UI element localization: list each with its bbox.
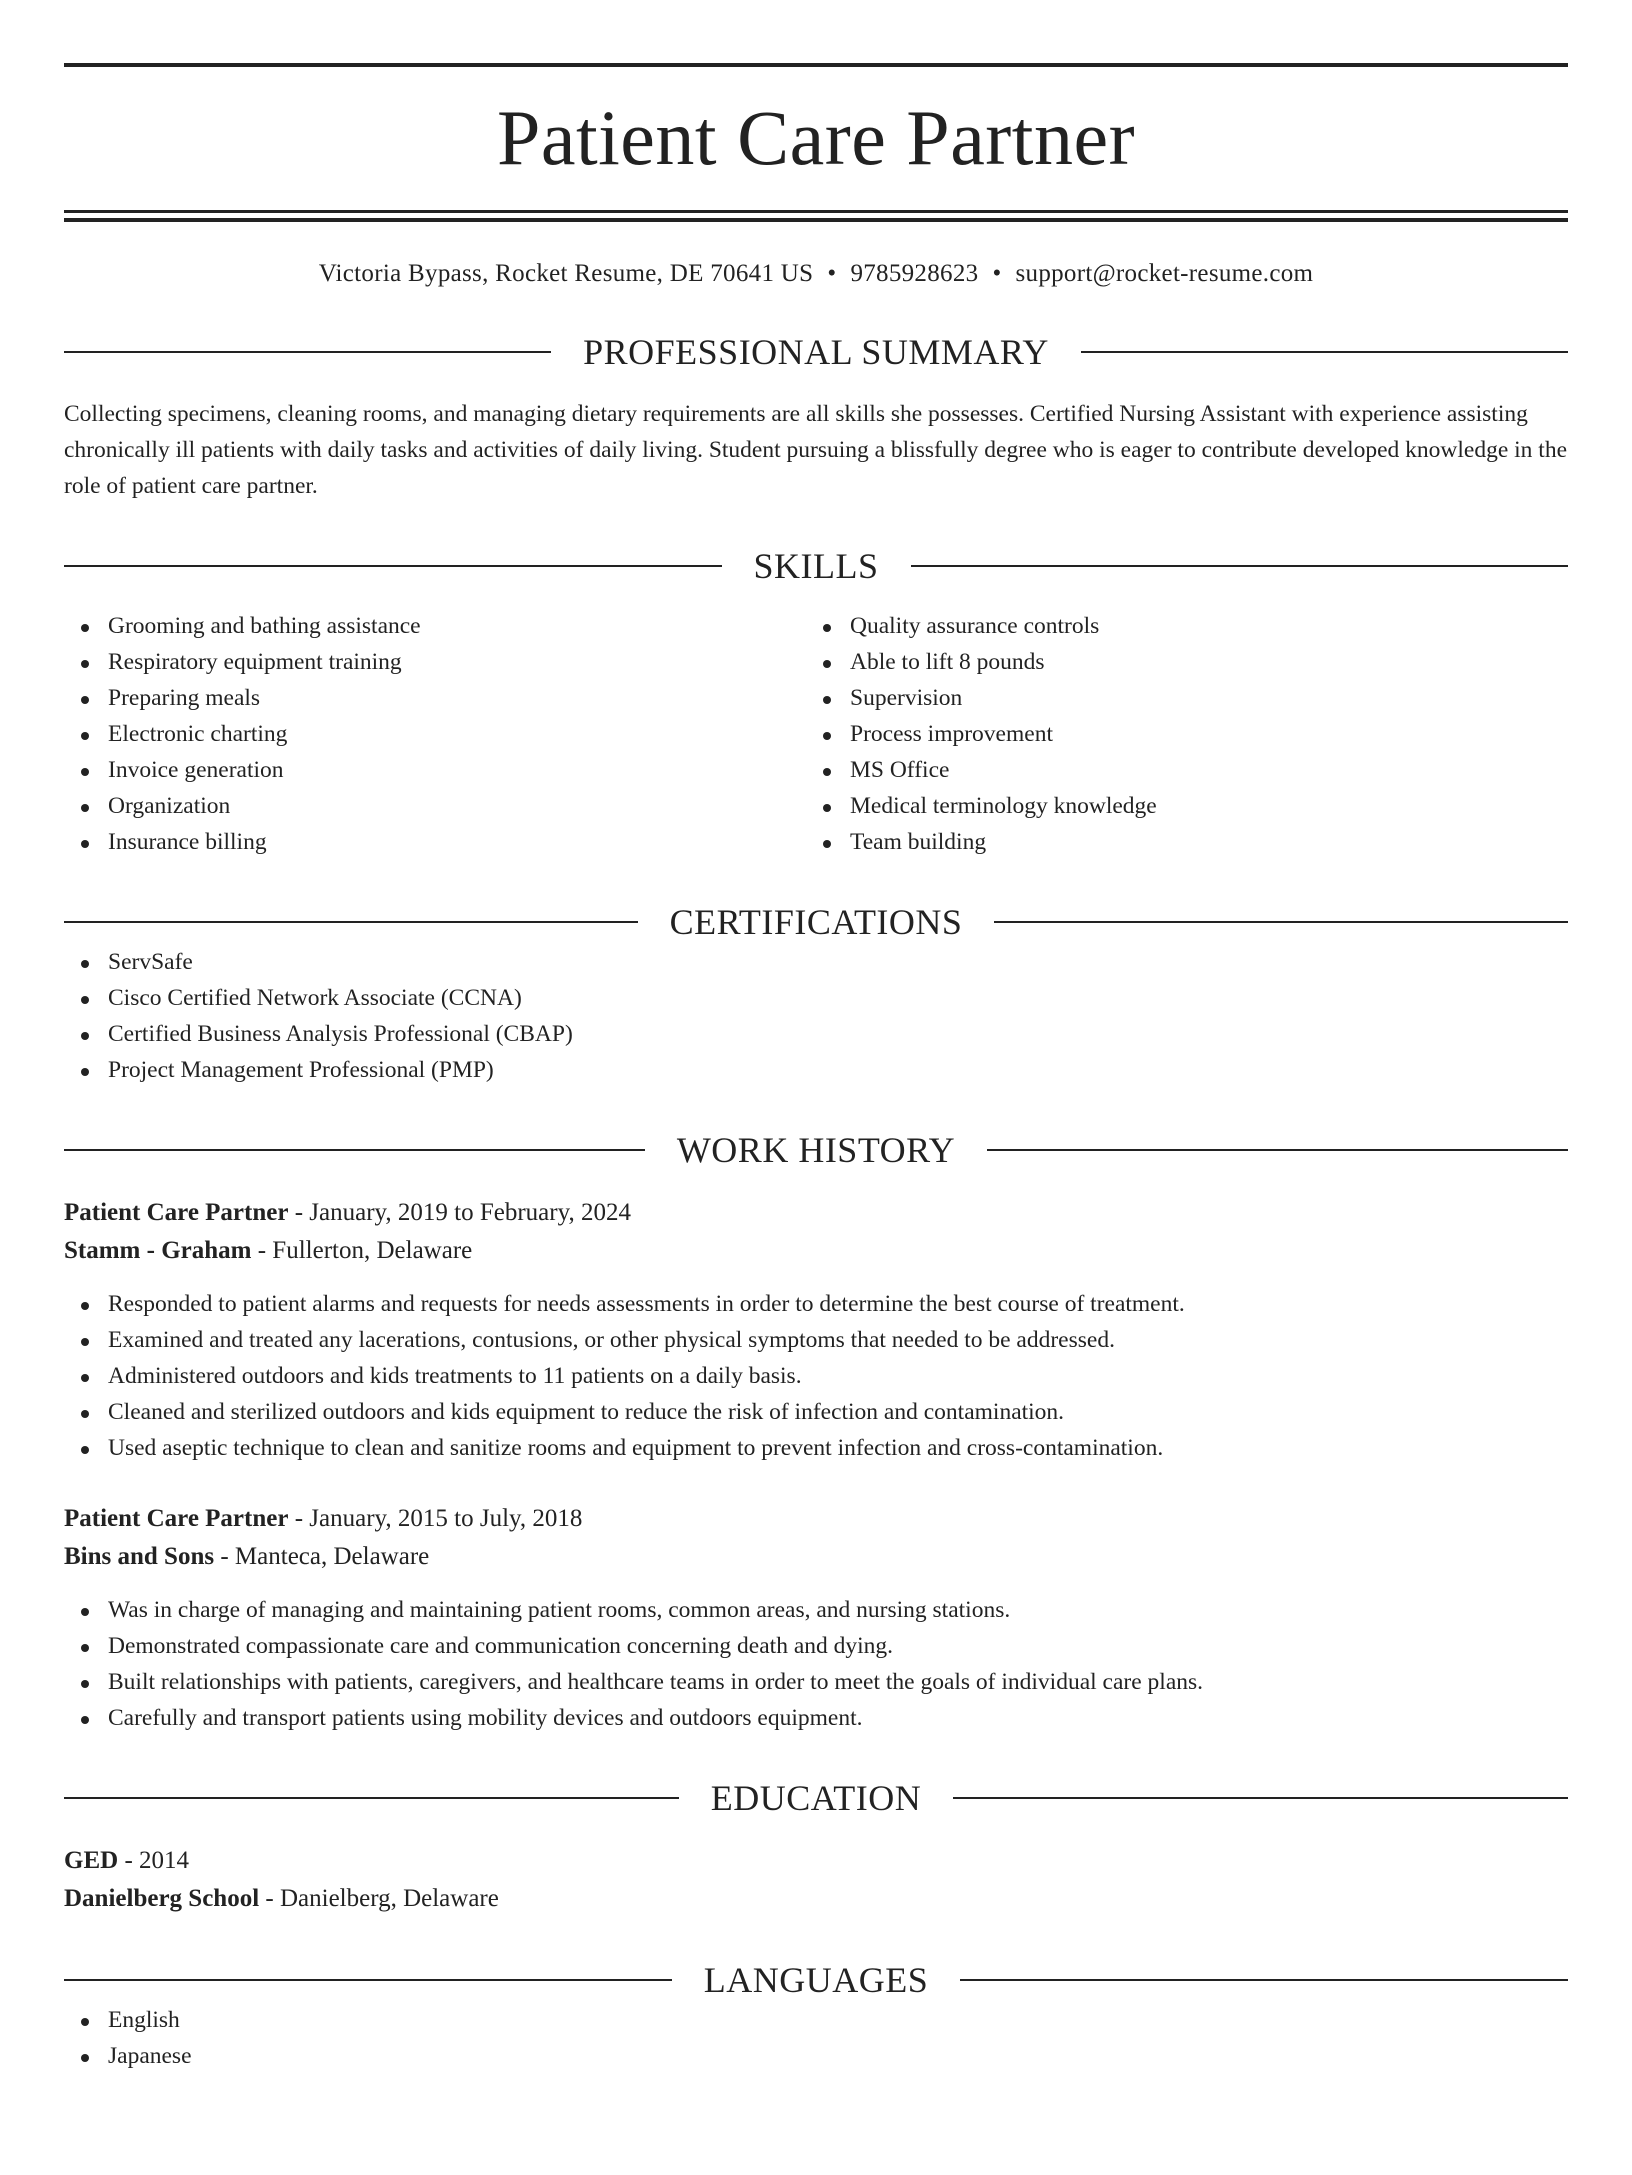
phone: 9785928623	[850, 260, 979, 287]
skills-column-left	[64, 608, 806, 860]
section-title: CERTIFICATIONS	[669, 902, 963, 942]
education-entry	[64, 1842, 1568, 1918]
section-rule	[994, 921, 1568, 923]
section-header-summary	[64, 330, 1568, 374]
section-rule	[64, 1979, 672, 1981]
job-company: Stamm - Graham	[64, 1237, 252, 1264]
skill-item: Insurance billing	[64, 824, 806, 860]
section-rule	[64, 565, 722, 567]
school-name: Danielberg School	[64, 1885, 260, 1912]
language-item: Japanese	[64, 2038, 1568, 2074]
languages-list	[64, 2002, 1568, 2074]
section-header-work-history	[64, 1128, 1568, 1172]
job-duty: Examined and treated any lacerations, contusions, or other physical symptoms that needed to be addressed.	[64, 1322, 1568, 1358]
certification-item: Cisco Certified Network Associate (CCNA)	[64, 980, 1568, 1016]
section-header-certifications	[64, 900, 1568, 944]
job-location: - Fullerton, Delaware	[251, 1237, 473, 1264]
graduation-year: - 2014	[118, 1847, 190, 1874]
language-item: English	[64, 2002, 1568, 2038]
skill-item: Team building	[806, 824, 1548, 860]
top-rule	[64, 63, 1568, 67]
skill-item: Grooming and bathing assistance	[64, 608, 806, 644]
certification-item: ServSafe	[64, 944, 1568, 980]
section-title: EDUCATION	[710, 1778, 922, 1818]
skills-list	[64, 608, 1568, 860]
section-header-skills	[64, 544, 1568, 588]
job-company: Bins and Sons	[64, 1543, 215, 1570]
section-header-languages	[64, 1958, 1568, 2002]
separator-dot: •	[827, 260, 837, 287]
section-rule	[64, 921, 638, 923]
section-title: SKILLS	[753, 546, 879, 586]
skill-item: Supervision	[806, 680, 1548, 716]
job-role-line	[64, 1500, 1568, 1538]
job-duties	[64, 1592, 1568, 1736]
certifications-list	[64, 944, 1568, 1088]
school-line	[64, 1880, 1568, 1918]
job-dates: - January, 2019 to February, 2024	[288, 1199, 631, 1226]
section-rule	[1081, 351, 1568, 353]
section-rule	[960, 1979, 1568, 1981]
resume-page	[0, 63, 1632, 2175]
address: Victoria Bypass, Rocket Resume, DE 70641 US	[318, 260, 814, 287]
section-rule	[64, 351, 551, 353]
contact-line	[64, 258, 1568, 290]
job-duty: Built relationships with patients, caregivers, and healthcare teams in order to meet the goals of individual care plans.	[64, 1664, 1568, 1700]
job-duty: Used aseptic technique to clean and sanitize rooms and equipment to prevent infection and cross-contamination.	[64, 1430, 1568, 1466]
job-entry	[64, 1194, 1568, 1466]
skill-item: Invoice generation	[64, 752, 806, 788]
section-title: PROFESSIONAL SUMMARY	[583, 332, 1049, 372]
job-duty: Demonstrated compassionate care and communication concerning death and dying.	[64, 1628, 1568, 1664]
degree-line	[64, 1842, 1568, 1880]
skill-item: Process improvement	[806, 716, 1548, 752]
job-role-line	[64, 1194, 1568, 1232]
school-location: - Danielberg, Delaware	[259, 1885, 499, 1912]
section-rule	[953, 1797, 1568, 1799]
job-entry	[64, 1500, 1568, 1736]
degree: GED	[64, 1847, 119, 1874]
job-duty: Cleaned and sterilized outdoors and kids equipment to reduce the risk of infection and contamination.	[64, 1394, 1568, 1430]
job-duties	[64, 1286, 1568, 1466]
certification-item: Certified Business Analysis Professional (CBAP)	[64, 1016, 1568, 1052]
email: support@rocket-resume.com	[1015, 260, 1314, 287]
skill-item: Medical terminology knowledge	[806, 788, 1548, 824]
skills-column-right	[806, 608, 1548, 860]
skill-item: Able to lift 8 pounds	[806, 644, 1548, 680]
job-duty: Carefully and transport patients using mobility devices and outdoors equipment.	[64, 1700, 1568, 1736]
job-duty: Administered outdoors and kids treatments to 11 patients on a daily basis.	[64, 1358, 1568, 1394]
section-title: LANGUAGES	[703, 1960, 929, 2000]
job-duty: Was in charge of managing and maintaining patient rooms, common areas, and nursing stations.	[64, 1592, 1568, 1628]
skill-item: Quality assurance controls	[806, 608, 1548, 644]
certification-item: Project Management Professional (PMP)	[64, 1052, 1568, 1088]
section-title: WORK HISTORY	[676, 1130, 956, 1170]
job-role: Patient Care Partner	[64, 1199, 289, 1226]
skill-item: Respiratory equipment training	[64, 644, 806, 680]
job-dates: - January, 2015 to July, 2018	[288, 1505, 583, 1532]
section-header-education	[64, 1776, 1568, 1820]
skill-item: MS Office	[806, 752, 1548, 788]
skill-item: Electronic charting	[64, 716, 806, 752]
section-rule	[911, 565, 1569, 567]
job-company-line	[64, 1538, 1568, 1576]
double-rule	[64, 210, 1568, 222]
summary-text: Collecting specimens, cleaning rooms, and managing dietary requirements are all skills she possesses. Certified Nursing Assistant with experience assisting chronically ill patients with daily tasks and activities of daily living. Student pursuing a blissfully degree who is eager to contribute developed knowledge in the role of patient care partner.	[64, 401, 1568, 499]
section-rule	[64, 1149, 645, 1151]
section-rule	[987, 1149, 1568, 1151]
separator-dot: •	[992, 260, 1002, 287]
skill-item: Organization	[64, 788, 806, 824]
job-company-line	[64, 1232, 1568, 1270]
job-location: - Manteca, Delaware	[214, 1543, 430, 1570]
job-duty: Responded to patient alarms and requests for needs assessments in order to determine the best course of treatment.	[64, 1286, 1568, 1322]
skill-item: Preparing meals	[64, 680, 806, 716]
job-role: Patient Care Partner	[64, 1505, 289, 1532]
section-rule	[64, 1797, 679, 1799]
candidate-title: Patient Care Partner	[496, 94, 1136, 181]
